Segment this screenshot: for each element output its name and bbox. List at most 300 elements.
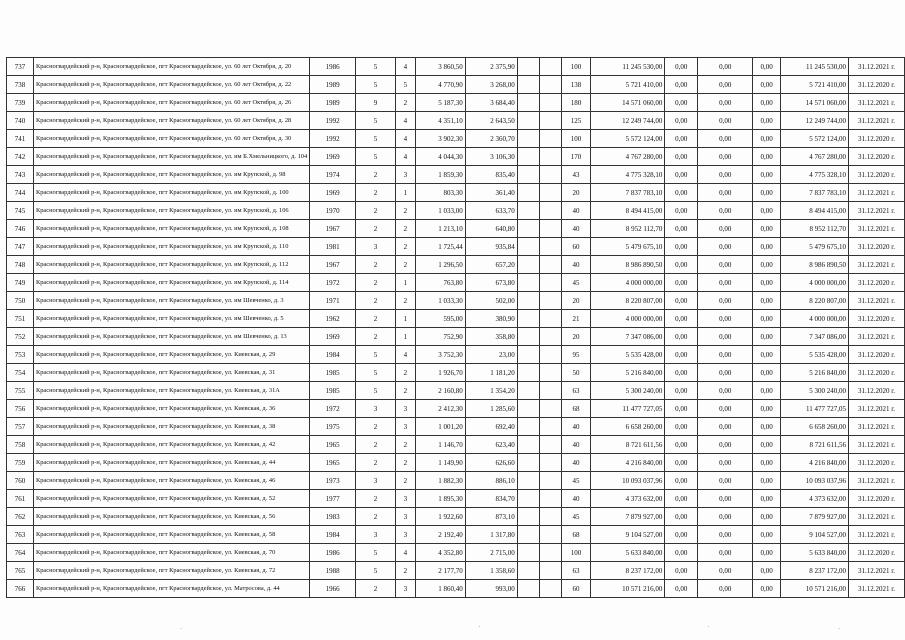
empty-cell-cell bbox=[539, 148, 561, 166]
fund-value-2-cell: 0,00 bbox=[698, 562, 753, 580]
residential-area-cell: 3 684,40 bbox=[465, 94, 517, 112]
floors-cell: 2 bbox=[356, 184, 396, 202]
fund-value-1-cell: 0,00 bbox=[665, 364, 698, 382]
fund-value-1-cell: 0,00 bbox=[665, 562, 698, 580]
table-row bbox=[7, 418, 905, 436]
deadline-date-cell: 31.12.2020 г. bbox=[848, 346, 904, 364]
fund-value-2-cell: 0,00 bbox=[698, 292, 753, 310]
repair-cost-cell: 5 479 675,10 bbox=[591, 238, 665, 256]
empty-cell-cell bbox=[517, 436, 539, 454]
row-number-cell: 761 bbox=[7, 490, 34, 508]
total-area-cell: 1 033,30 bbox=[415, 292, 465, 310]
fund-value-3-cell: 0,00 bbox=[753, 562, 781, 580]
fund-value-2-cell: 0,00 bbox=[698, 436, 753, 454]
fund-value-1-cell: 0,00 bbox=[665, 526, 698, 544]
residents-cell: 125 bbox=[561, 112, 591, 130]
fund-value-3-cell: 0,00 bbox=[753, 544, 781, 562]
deadline-date-cell: 31.12.2020 г. bbox=[848, 148, 904, 166]
total-area-cell: 5 187,30 bbox=[415, 94, 465, 112]
floors-cell: 9 bbox=[356, 94, 396, 112]
empty-cell-cell bbox=[539, 454, 561, 472]
row-number-cell: 749 bbox=[7, 274, 34, 292]
total-cost-cell: 5 572 124,00 bbox=[781, 130, 849, 148]
floors-cell: 5 bbox=[356, 112, 396, 130]
build-year-cell: 1977 bbox=[310, 490, 356, 508]
total-cost-cell: 5 300 240,00 bbox=[781, 382, 849, 400]
fund-value-2-cell: 0,00 bbox=[698, 202, 753, 220]
residential-area-cell: 1 358,60 bbox=[465, 562, 517, 580]
address-cell: Красногвардейский р-н, Красногвардейское, пгт Красногвардейское, ул. 60 лет Октября, д. 20 bbox=[33, 58, 309, 76]
total-area-cell: 1 926,70 bbox=[415, 364, 465, 382]
address-cell: Красногвардейский р-н, Красногвардейское, пгт Красногвардейское, ул. Киевская, д. 44 bbox=[33, 454, 309, 472]
fund-value-2-cell: 0,00 bbox=[698, 400, 753, 418]
residents-cell: 40 bbox=[561, 436, 591, 454]
total-cost-cell: 4 767 280,00 bbox=[781, 148, 849, 166]
deadline-date-cell: 31.12.2020 г. bbox=[848, 76, 904, 94]
total-cost-cell: 14 571 060,00 bbox=[781, 94, 849, 112]
total-cost-cell: 8 952 112,70 bbox=[781, 220, 849, 238]
row-number-cell: 742 bbox=[7, 148, 34, 166]
entrances-cell: 2 bbox=[395, 382, 415, 400]
total-area-cell: 2 177,70 bbox=[415, 562, 465, 580]
total-cost-cell: 11 245 530,00 bbox=[781, 58, 849, 76]
empty-cell-cell bbox=[517, 544, 539, 562]
floors-cell: 5 bbox=[356, 382, 396, 400]
empty-cell-cell bbox=[517, 562, 539, 580]
floors-cell: 5 bbox=[356, 346, 396, 364]
empty-cell-cell bbox=[517, 166, 539, 184]
row-number-cell: 748 bbox=[7, 256, 34, 274]
entrances-cell: 2 bbox=[395, 472, 415, 490]
fund-value-3-cell: 0,00 bbox=[753, 472, 781, 490]
row-number-cell: 745 bbox=[7, 202, 34, 220]
deadline-date-cell: 31.12.2020 г. bbox=[848, 544, 904, 562]
address-cell: Красногвардейский р-н, Красногвардейское, пгт Красногвардейское, ул. Киевская, д. 70 bbox=[33, 544, 309, 562]
repair-cost-cell: 4 216 840,00 bbox=[591, 454, 665, 472]
entrances-cell: 4 bbox=[395, 544, 415, 562]
empty-cell-cell bbox=[539, 508, 561, 526]
address-cell: Красногвардейский р-н, Красногвардейское, пгт Красногвардейское, ул. Киевская, д. 52 bbox=[33, 490, 309, 508]
residents-cell: 100 bbox=[561, 58, 591, 76]
build-year-cell: 1967 bbox=[310, 220, 356, 238]
deadline-date-cell: 31.12.2021 г. bbox=[848, 580, 904, 598]
empty-cell-cell bbox=[517, 76, 539, 94]
row-number-cell: 757 bbox=[7, 418, 34, 436]
total-area-cell: 4 044,30 bbox=[415, 148, 465, 166]
residents-cell: 138 bbox=[561, 76, 591, 94]
repair-cost-cell: 8 494 415,00 bbox=[591, 202, 665, 220]
total-area-cell: 3 902,30 bbox=[415, 130, 465, 148]
row-number-cell: 753 bbox=[7, 346, 34, 364]
total-cost-cell: 8 237 172,00 bbox=[781, 562, 849, 580]
residents-cell: 45 bbox=[561, 508, 591, 526]
total-cost-cell: 4 775 328,10 bbox=[781, 166, 849, 184]
address-cell: Красногвардейский р-н, Красногвардейское, пгт Красногвардейское, ул. им Крупской, д. 100 bbox=[33, 184, 309, 202]
address-cell: Красногвардейский р-н, Красногвардейское, пгт Красногвардейское, ул. Киевская, д. 46 bbox=[33, 472, 309, 490]
repair-cost-cell: 5 216 840,00 bbox=[591, 364, 665, 382]
floors-cell: 2 bbox=[356, 256, 396, 274]
residential-area-cell: 2 715,00 bbox=[465, 544, 517, 562]
fund-value-2-cell: 0,00 bbox=[698, 238, 753, 256]
table-row bbox=[7, 112, 905, 130]
repair-cost-cell: 5 572 124,00 bbox=[591, 130, 665, 148]
table-row bbox=[7, 292, 905, 310]
address-cell: Красногвардейский р-н, Красногвардейское, пгт Красногвардейское, ул. им Шевченко, д. 5 bbox=[33, 310, 309, 328]
floors-cell: 3 bbox=[356, 238, 396, 256]
residential-area-cell: 502,00 bbox=[465, 292, 517, 310]
repair-cost-cell: 10 093 037,96 bbox=[591, 472, 665, 490]
empty-cell-cell bbox=[517, 472, 539, 490]
repair-cost-cell: 4 373 632,00 bbox=[591, 490, 665, 508]
empty-cell-cell bbox=[539, 346, 561, 364]
entrances-cell: 4 bbox=[395, 112, 415, 130]
fund-value-3-cell: 0,00 bbox=[753, 382, 781, 400]
total-cost-cell: 10 093 037,96 bbox=[781, 472, 849, 490]
residents-cell: 180 bbox=[561, 94, 591, 112]
table-row bbox=[7, 220, 905, 238]
residents-cell: 40 bbox=[561, 454, 591, 472]
fund-value-1-cell: 0,00 bbox=[665, 220, 698, 238]
row-number-cell: 744 bbox=[7, 184, 34, 202]
fund-value-1-cell: 0,00 bbox=[665, 310, 698, 328]
table-row bbox=[7, 238, 905, 256]
residential-area-cell: 1 181,20 bbox=[465, 364, 517, 382]
total-area-cell: 1 882,30 bbox=[415, 472, 465, 490]
empty-cell-cell bbox=[539, 112, 561, 130]
fund-value-2-cell: 0,00 bbox=[698, 256, 753, 274]
fund-value-3-cell: 0,00 bbox=[753, 436, 781, 454]
row-number-cell: 765 bbox=[7, 562, 34, 580]
address-cell: Красногвардейский р-н, Красногвардейское, пгт Красногвардейское, ул. Киевская, д. 72 bbox=[33, 562, 309, 580]
address-cell: Красногвардейский р-н, Красногвардейское, пгт Красногвардейское, ул. Киевская, д. 31А bbox=[33, 382, 309, 400]
entrances-cell: 4 bbox=[395, 58, 415, 76]
empty-cell-cell bbox=[539, 166, 561, 184]
row-number-cell: 737 bbox=[7, 58, 34, 76]
entrances-cell: 2 bbox=[395, 256, 415, 274]
total-area-cell: 1 146,70 bbox=[415, 436, 465, 454]
empty-cell-cell bbox=[517, 490, 539, 508]
fund-value-2-cell: 0,00 bbox=[698, 418, 753, 436]
repair-cost-cell: 6 658 260,00 bbox=[591, 418, 665, 436]
empty-cell-cell bbox=[517, 382, 539, 400]
repair-cost-cell: 4 000 000,00 bbox=[591, 274, 665, 292]
residents-cell: 20 bbox=[561, 292, 591, 310]
fund-value-3-cell: 0,00 bbox=[753, 202, 781, 220]
fund-value-3-cell: 0,00 bbox=[753, 238, 781, 256]
deadline-date-cell: 31.12.2021 г. bbox=[848, 418, 904, 436]
build-year-cell: 1969 bbox=[310, 184, 356, 202]
repair-cost-cell: 11 477 727,05 bbox=[591, 400, 665, 418]
deadline-date-cell: 31.12.2021 г. bbox=[848, 256, 904, 274]
residential-area-cell: 935,84 bbox=[465, 238, 517, 256]
residents-cell: 50 bbox=[561, 364, 591, 382]
entrances-cell: 2 bbox=[395, 562, 415, 580]
fund-value-1-cell: 0,00 bbox=[665, 418, 698, 436]
deadline-date-cell: 31.12.2020 г. bbox=[848, 454, 904, 472]
table-row bbox=[7, 166, 905, 184]
total-area-cell: 1 895,30 bbox=[415, 490, 465, 508]
entrances-cell: 2 bbox=[395, 238, 415, 256]
empty-cell-cell bbox=[539, 400, 561, 418]
address-cell: Красногвардейский р-н, Красногвардейское, пгт Красногвардейское, ул. Киевская, д. 29 bbox=[33, 346, 309, 364]
scan-mark: · bbox=[707, 622, 710, 631]
floors-cell: 2 bbox=[356, 454, 396, 472]
entrances-cell: 4 bbox=[395, 148, 415, 166]
build-year-cell: 1992 bbox=[310, 130, 356, 148]
row-number-cell: 760 bbox=[7, 472, 34, 490]
fund-value-2-cell: 0,00 bbox=[698, 346, 753, 364]
total-area-cell: 1 001,20 bbox=[415, 418, 465, 436]
scan-mark: . bbox=[180, 622, 183, 631]
floors-cell: 3 bbox=[356, 400, 396, 418]
build-year-cell: 1962 bbox=[310, 310, 356, 328]
build-year-cell: 1971 bbox=[310, 292, 356, 310]
fund-value-3-cell: 0,00 bbox=[753, 454, 781, 472]
empty-cell-cell bbox=[517, 328, 539, 346]
address-cell: Красногвардейский р-н, Красногвардейское, пгт Красногвардейское, ул. Матросова, д. 44 bbox=[33, 580, 309, 598]
empty-cell-cell bbox=[517, 454, 539, 472]
fund-value-1-cell: 0,00 bbox=[665, 472, 698, 490]
total-area-cell: 3 752,30 bbox=[415, 346, 465, 364]
empty-cell-cell bbox=[517, 292, 539, 310]
deadline-date-cell: 31.12.2021 г. bbox=[848, 58, 904, 76]
residents-cell: 43 bbox=[561, 166, 591, 184]
residential-area-cell: 657,20 bbox=[465, 256, 517, 274]
floors-cell: 5 bbox=[356, 58, 396, 76]
floors-cell: 2 bbox=[356, 274, 396, 292]
repair-cost-cell: 12 249 744,00 bbox=[591, 112, 665, 130]
build-year-cell: 1983 bbox=[310, 508, 356, 526]
total-cost-cell: 4 000 000,00 bbox=[781, 274, 849, 292]
fund-value-2-cell: 0,00 bbox=[698, 274, 753, 292]
empty-cell-cell bbox=[517, 112, 539, 130]
entrances-cell: 3 bbox=[395, 580, 415, 598]
fund-value-1-cell: 0,00 bbox=[665, 166, 698, 184]
residents-cell: 100 bbox=[561, 544, 591, 562]
deadline-date-cell: 31.12.2021 г. bbox=[848, 436, 904, 454]
residents-cell: 21 bbox=[561, 310, 591, 328]
repair-cost-cell: 5 535 428,00 bbox=[591, 346, 665, 364]
row-number-cell: 747 bbox=[7, 238, 34, 256]
deadline-date-cell: 31.12.2020 г. bbox=[848, 490, 904, 508]
table-row bbox=[7, 490, 905, 508]
build-year-cell: 1981 bbox=[310, 238, 356, 256]
empty-cell-cell bbox=[539, 220, 561, 238]
repair-cost-cell: 5 633 840,00 bbox=[591, 544, 665, 562]
fund-value-1-cell: 0,00 bbox=[665, 76, 698, 94]
fund-value-3-cell: 0,00 bbox=[753, 94, 781, 112]
residential-area-cell: 873,10 bbox=[465, 508, 517, 526]
residents-cell: 63 bbox=[561, 562, 591, 580]
build-year-cell: 1985 bbox=[310, 382, 356, 400]
fund-value-2-cell: 0,00 bbox=[698, 76, 753, 94]
floors-cell: 3 bbox=[356, 526, 396, 544]
empty-cell-cell bbox=[517, 418, 539, 436]
deadline-date-cell: 31.12.2021 г. bbox=[848, 292, 904, 310]
entrances-cell: 4 bbox=[395, 130, 415, 148]
empty-cell-cell bbox=[539, 526, 561, 544]
deadline-date-cell: 31.12.2021 г. bbox=[848, 400, 904, 418]
residential-area-cell: 835,40 bbox=[465, 166, 517, 184]
row-number-cell: 752 bbox=[7, 328, 34, 346]
fund-value-2-cell: 0,00 bbox=[698, 454, 753, 472]
fund-value-1-cell: 0,00 bbox=[665, 508, 698, 526]
row-number-cell: 763 bbox=[7, 526, 34, 544]
total-area-cell: 1 033,00 bbox=[415, 202, 465, 220]
table-row bbox=[7, 364, 905, 382]
empty-cell-cell bbox=[539, 184, 561, 202]
table-row bbox=[7, 148, 905, 166]
build-year-cell: 1966 bbox=[310, 580, 356, 598]
total-cost-cell: 6 658 260,00 bbox=[781, 418, 849, 436]
empty-cell-cell bbox=[539, 310, 561, 328]
total-cost-cell: 7 879 927,00 bbox=[781, 508, 849, 526]
floors-cell: 2 bbox=[356, 490, 396, 508]
empty-cell-cell bbox=[517, 94, 539, 112]
table-row bbox=[7, 184, 905, 202]
empty-cell-cell bbox=[539, 562, 561, 580]
total-cost-cell: 11 477 727,05 bbox=[781, 400, 849, 418]
fund-value-1-cell: 0,00 bbox=[665, 454, 698, 472]
row-number-cell: 743 bbox=[7, 166, 34, 184]
total-area-cell: 1 725,44 bbox=[415, 238, 465, 256]
deadline-date-cell: 31.12.2020 г. bbox=[848, 238, 904, 256]
build-year-cell: 1972 bbox=[310, 274, 356, 292]
residential-area-cell: 626,60 bbox=[465, 454, 517, 472]
repair-cost-cell: 10 571 216,00 bbox=[591, 580, 665, 598]
row-number-cell: 762 bbox=[7, 508, 34, 526]
row-number-cell: 754 bbox=[7, 364, 34, 382]
repair-cost-cell: 8 237 172,00 bbox=[591, 562, 665, 580]
residents-cell: 20 bbox=[561, 328, 591, 346]
empty-cell-cell bbox=[517, 364, 539, 382]
entrances-cell: 3 bbox=[395, 166, 415, 184]
build-year-cell: 1974 bbox=[310, 166, 356, 184]
build-year-cell: 1986 bbox=[310, 58, 356, 76]
fund-value-3-cell: 0,00 bbox=[753, 292, 781, 310]
address-cell: Красногвардейский р-н, Красногвардейское, пгт Красногвардейское, ул. им Шевченко, д. 3 bbox=[33, 292, 309, 310]
fund-value-1-cell: 0,00 bbox=[665, 148, 698, 166]
empty-cell-cell bbox=[517, 310, 539, 328]
empty-cell-cell bbox=[539, 256, 561, 274]
fund-value-1-cell: 0,00 bbox=[665, 94, 698, 112]
address-cell: Красногвардейский р-н, Красногвардейское, пгт Красногвардейское, ул. 60 лет Октября, д. 28 bbox=[33, 112, 309, 130]
total-cost-cell: 12 249 744,00 bbox=[781, 112, 849, 130]
entrances-cell: 3 bbox=[395, 400, 415, 418]
floors-cell: 2 bbox=[356, 328, 396, 346]
empty-cell-cell bbox=[517, 130, 539, 148]
repair-cost-cell: 8 220 807,00 bbox=[591, 292, 665, 310]
row-number-cell: 750 bbox=[7, 292, 34, 310]
total-cost-cell: 7 837 783,10 bbox=[781, 184, 849, 202]
repair-cost-cell: 4 000 000,00 bbox=[591, 310, 665, 328]
empty-cell-cell bbox=[517, 274, 539, 292]
row-number-cell: 764 bbox=[7, 544, 34, 562]
fund-value-2-cell: 0,00 bbox=[698, 166, 753, 184]
total-cost-cell: 5 633 840,00 bbox=[781, 544, 849, 562]
fund-value-1-cell: 0,00 bbox=[665, 112, 698, 130]
total-area-cell: 2 412,30 bbox=[415, 400, 465, 418]
entrances-cell: 2 bbox=[395, 364, 415, 382]
repair-cost-cell: 8 721 611,56 bbox=[591, 436, 665, 454]
table-row bbox=[7, 580, 905, 598]
table-row bbox=[7, 274, 905, 292]
floors-cell: 2 bbox=[356, 580, 396, 598]
entrances-cell: 1 bbox=[395, 310, 415, 328]
fund-value-2-cell: 0,00 bbox=[698, 112, 753, 130]
table-row bbox=[7, 526, 905, 544]
fund-value-2-cell: 0,00 bbox=[698, 508, 753, 526]
fund-value-1-cell: 0,00 bbox=[665, 436, 698, 454]
floors-cell: 5 bbox=[356, 130, 396, 148]
entrances-cell: 2 bbox=[395, 220, 415, 238]
housing-register-table bbox=[6, 57, 905, 598]
fund-value-3-cell: 0,00 bbox=[753, 112, 781, 130]
residents-cell: 60 bbox=[561, 238, 591, 256]
repair-cost-cell: 4 767 280,00 bbox=[591, 148, 665, 166]
address-cell: Красногвардейский р-н, Красногвардейское, пгт Красногвардейское, ул. им Крупской, д. 114 bbox=[33, 274, 309, 292]
fund-value-3-cell: 0,00 bbox=[753, 76, 781, 94]
empty-cell-cell bbox=[517, 238, 539, 256]
repair-cost-cell: 4 775 328,10 bbox=[591, 166, 665, 184]
fund-value-1-cell: 0,00 bbox=[665, 184, 698, 202]
fund-value-3-cell: 0,00 bbox=[753, 148, 781, 166]
total-cost-cell: 4 216 840,00 bbox=[781, 454, 849, 472]
deadline-date-cell: 31.12.2020 г. bbox=[848, 310, 904, 328]
fund-value-3-cell: 0,00 bbox=[753, 346, 781, 364]
deadline-date-cell: 31.12.2020 г. bbox=[848, 130, 904, 148]
table-row bbox=[7, 436, 905, 454]
row-number-cell: 746 bbox=[7, 220, 34, 238]
empty-cell-cell bbox=[539, 364, 561, 382]
deadline-date-cell: 31.12.2020 г. bbox=[848, 364, 904, 382]
residents-cell: 20 bbox=[561, 184, 591, 202]
fund-value-1-cell: 0,00 bbox=[665, 346, 698, 364]
total-cost-cell: 5 479 675,10 bbox=[781, 238, 849, 256]
residential-area-cell: 2 643,50 bbox=[465, 112, 517, 130]
residential-area-cell: 692,40 bbox=[465, 418, 517, 436]
row-number-cell: 755 bbox=[7, 382, 34, 400]
fund-value-3-cell: 0,00 bbox=[753, 220, 781, 238]
total-cost-cell: 8 220 807,00 bbox=[781, 292, 849, 310]
total-cost-cell: 7 347 086,00 bbox=[781, 328, 849, 346]
repair-cost-cell: 8 986 890,50 bbox=[591, 256, 665, 274]
fund-value-3-cell: 0,00 bbox=[753, 580, 781, 598]
total-cost-cell: 8 986 890,50 bbox=[781, 256, 849, 274]
address-cell: Красногвардейский р-н, Красногвардейское, пгт Красногвардейское, ул. Киевская, д. 58 bbox=[33, 526, 309, 544]
build-year-cell: 1992 bbox=[310, 112, 356, 130]
deadline-date-cell: 31.12.2021 г. bbox=[848, 94, 904, 112]
address-cell: Красногвардейский р-н, Красногвардейское, пгт Красногвардейское, ул. им Крупской, д. 110 bbox=[33, 238, 309, 256]
table-row bbox=[7, 58, 905, 76]
deadline-date-cell: 31.12.2021 г. bbox=[848, 526, 904, 544]
fund-value-3-cell: 0,00 bbox=[753, 184, 781, 202]
entrances-cell: 2 bbox=[395, 202, 415, 220]
fund-value-2-cell: 0,00 bbox=[698, 580, 753, 598]
fund-value-3-cell: 0,00 bbox=[753, 58, 781, 76]
row-number-cell: 740 bbox=[7, 112, 34, 130]
deadline-date-cell: 31.12.2021 г. bbox=[848, 472, 904, 490]
table-row bbox=[7, 562, 905, 580]
total-area-cell: 595,00 bbox=[415, 310, 465, 328]
entrances-cell: 3 bbox=[395, 490, 415, 508]
table-row bbox=[7, 454, 905, 472]
floors-cell: 2 bbox=[356, 202, 396, 220]
fund-value-3-cell: 0,00 bbox=[753, 490, 781, 508]
residents-cell: 40 bbox=[561, 220, 591, 238]
floors-cell: 2 bbox=[356, 292, 396, 310]
fund-value-3-cell: 0,00 bbox=[753, 310, 781, 328]
